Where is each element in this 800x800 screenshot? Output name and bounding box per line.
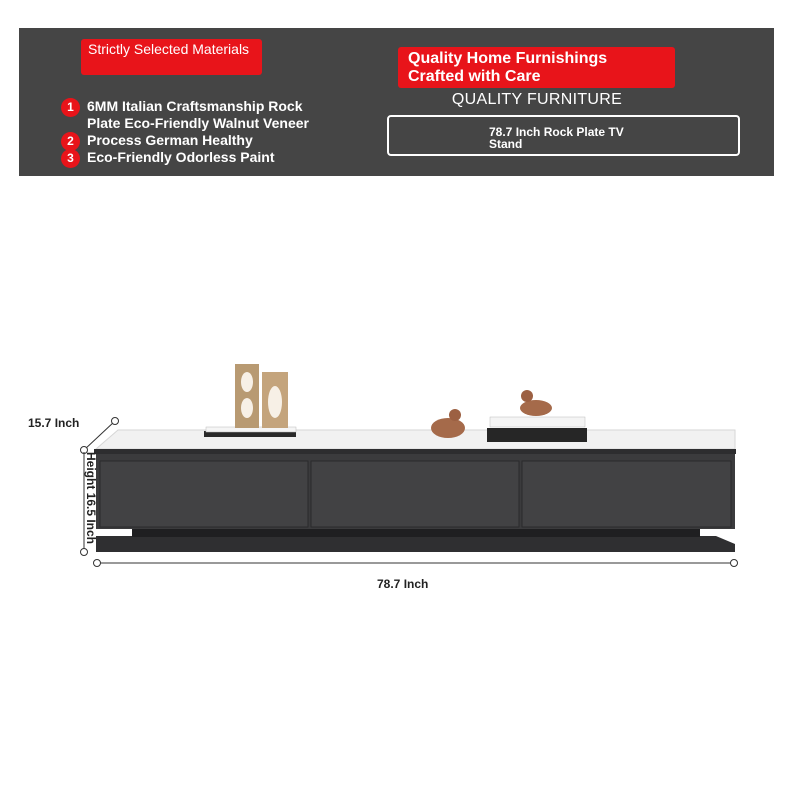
depth-line-end bbox=[112, 418, 119, 425]
feature-text-1b: Plate Eco-Friendly Walnut Veneer bbox=[87, 115, 309, 131]
materials-tag: Strictly Selected Materials bbox=[81, 39, 262, 75]
top-edge bbox=[94, 449, 736, 454]
book-stack-right bbox=[487, 428, 587, 442]
bird-left bbox=[431, 418, 465, 438]
stand-base bbox=[96, 536, 735, 552]
rock-plate-top bbox=[96, 430, 735, 449]
width-line-end bbox=[731, 560, 738, 567]
number-badge-3: 3 bbox=[61, 149, 80, 168]
sculpture-hole-bottom bbox=[241, 398, 253, 418]
feature-text-3: Eco-Friendly Odorless Paint bbox=[87, 149, 275, 165]
number-badge-2: 2 bbox=[61, 132, 80, 151]
drawer-right bbox=[522, 461, 731, 527]
width-line-start bbox=[94, 560, 101, 567]
sculpture-hole-arch bbox=[268, 386, 282, 418]
drawer-middle bbox=[311, 461, 519, 527]
bird-right bbox=[520, 400, 552, 416]
furnishings-tag: Quality Home Furnishings Crafted with Care bbox=[398, 47, 675, 88]
feature-text-1: 6MM Italian Craftsmanship Rock bbox=[87, 98, 303, 114]
width-label: 78.7 Inch bbox=[377, 577, 429, 591]
number-badge-1: 1 bbox=[61, 98, 80, 117]
height-label: Height 16.5 Inch bbox=[84, 451, 99, 545]
depth-label: 15.7 Inch bbox=[28, 416, 80, 430]
bird-left-head bbox=[449, 409, 461, 421]
quality-title: QUALITY FURNITURE bbox=[451, 91, 623, 108]
book-right-top bbox=[490, 417, 585, 427]
product-name: 78.7 Inch Rock Plate TV Stand bbox=[489, 125, 624, 151]
sculpture-hole-top bbox=[241, 372, 253, 392]
drawer-left bbox=[100, 461, 308, 527]
height-line-end bbox=[81, 549, 88, 556]
bird-right-head bbox=[521, 390, 533, 402]
feature-text-2: Process German Healthy bbox=[87, 132, 253, 148]
